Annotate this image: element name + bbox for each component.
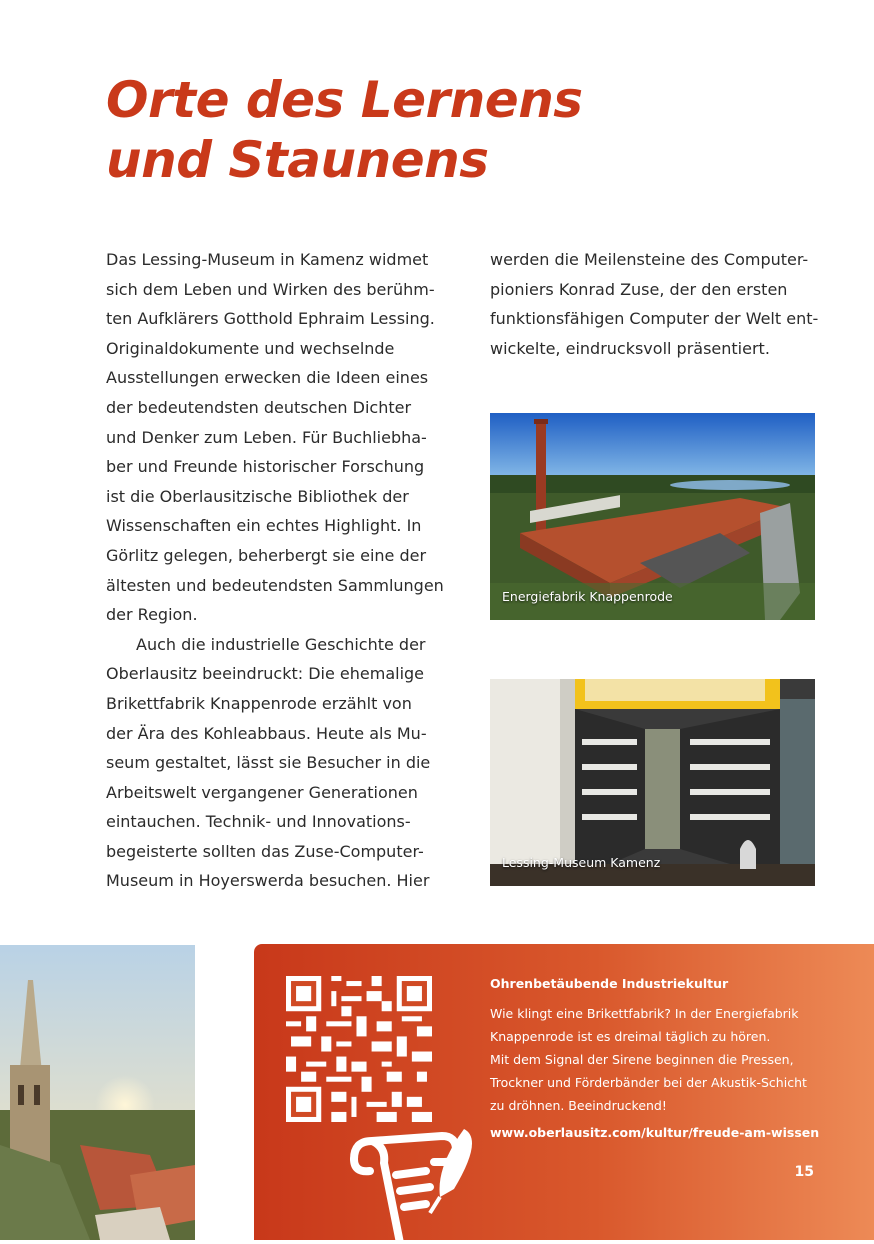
goerlitz-church-photo — [0, 945, 195, 1240]
body-line: der bedeutendsten deutschen Dichter — [106, 397, 412, 417]
website-link[interactable]: www.oberlausitz.com/kultur/freude-am-wissen — [490, 1125, 820, 1140]
body-line: Görlitz gelegen, beherbergt sie eine der — [106, 545, 427, 565]
body-line: seum gestaltet, lässt sie Besucher in die — [106, 753, 431, 773]
body-line: sich dem Leben und Wirken des berühm- — [106, 279, 435, 299]
lessing-museum-caption: Lessing-Museum Kamenz — [502, 855, 661, 870]
body-line: und Denker zum Leben. Für Buchliebha- — [106, 427, 427, 447]
body-line: werden die Meilensteine des Computer- — [490, 250, 809, 269]
energiefabrik-photo — [490, 413, 815, 620]
page-number: 15 — [794, 1164, 814, 1180]
body-line: ist die Oberlausitzische Bibliothek der — [106, 486, 409, 506]
info-line: Mit dem Signal der Sirene beginnen die Pressen, — [490, 1052, 794, 1067]
body-line: Ausstellungen erwecken die Ideen eines — [106, 368, 429, 388]
body-line: funktionsfähigen Computer der Welt ent- — [490, 309, 819, 329]
body-line: Auch die industrielle Geschichte der — [136, 634, 426, 654]
info-line: Trockner und Förderbänder bei der Akustik-Schicht — [490, 1075, 807, 1090]
body-line: wickelte, eindrucksvoll präsentiert. — [490, 338, 770, 358]
lessing-museum-photo — [490, 679, 815, 886]
body-text-right-column — [490, 245, 820, 363]
info-text-block — [490, 974, 820, 1143]
body-line: ber und Freunde historischer Forschung — [106, 457, 425, 477]
body-line: ältesten und bedeutendsten Sammlungen — [106, 575, 444, 595]
page-title-line-2: und Staunens — [106, 131, 489, 189]
body-line: Originaldokumente und wechselnde — [106, 338, 395, 358]
page-title — [106, 70, 583, 190]
body-line: ten Aufklärers Gotthold Ephraim Lessing. — [106, 309, 435, 329]
info-title: Ohrenbetäubende Industriekultur — [490, 976, 729, 991]
body-line: begeisterte sollten das Zuse-Computer- — [106, 841, 424, 861]
info-line: Knappenrode ist es dreimal täglich zu hören. — [490, 1029, 771, 1044]
scroll-quill-icon — [344, 1129, 484, 1244]
body-line: pioniers Konrad Zuse, der den ersten — [490, 279, 788, 299]
town-illustration — [0, 945, 195, 1240]
info-line: Wie klingt eine Brikettfabrik? In der Energiefabrik — [490, 1006, 799, 1021]
body-line: der Ära des Kohleabbaus. Heute als Mu- — [106, 723, 427, 743]
body-line: Oberlausitz beeindruckt: Die ehemalige — [106, 664, 425, 684]
qr-code-icon[interactable] — [286, 976, 432, 1122]
body-line: Wissenschaften ein echtes Highlight. In — [106, 516, 422, 536]
energiefabrik-caption: Energiefabrik Knappenrode — [502, 589, 673, 604]
body-text-left-column — [106, 245, 444, 896]
info-line: zu dröhnen. Beeindruckend! — [490, 1098, 667, 1113]
body-line: Das Lessing-Museum in Kamenz widmet — [106, 250, 429, 269]
body-line: Brikettfabrik Knappenrode erzählt von — [106, 693, 412, 713]
body-line: Arbeitswelt vergangener Generationen — [106, 782, 418, 802]
body-line: der Region. — [106, 605, 198, 625]
page-title-line-1: Orte des Lernens — [106, 71, 583, 129]
info-box — [254, 944, 874, 1240]
body-line: eintauchen. Technik- und Innovations- — [106, 812, 411, 832]
body-line: Museum in Hoyerswerda besuchen. Hier — [106, 871, 430, 891]
